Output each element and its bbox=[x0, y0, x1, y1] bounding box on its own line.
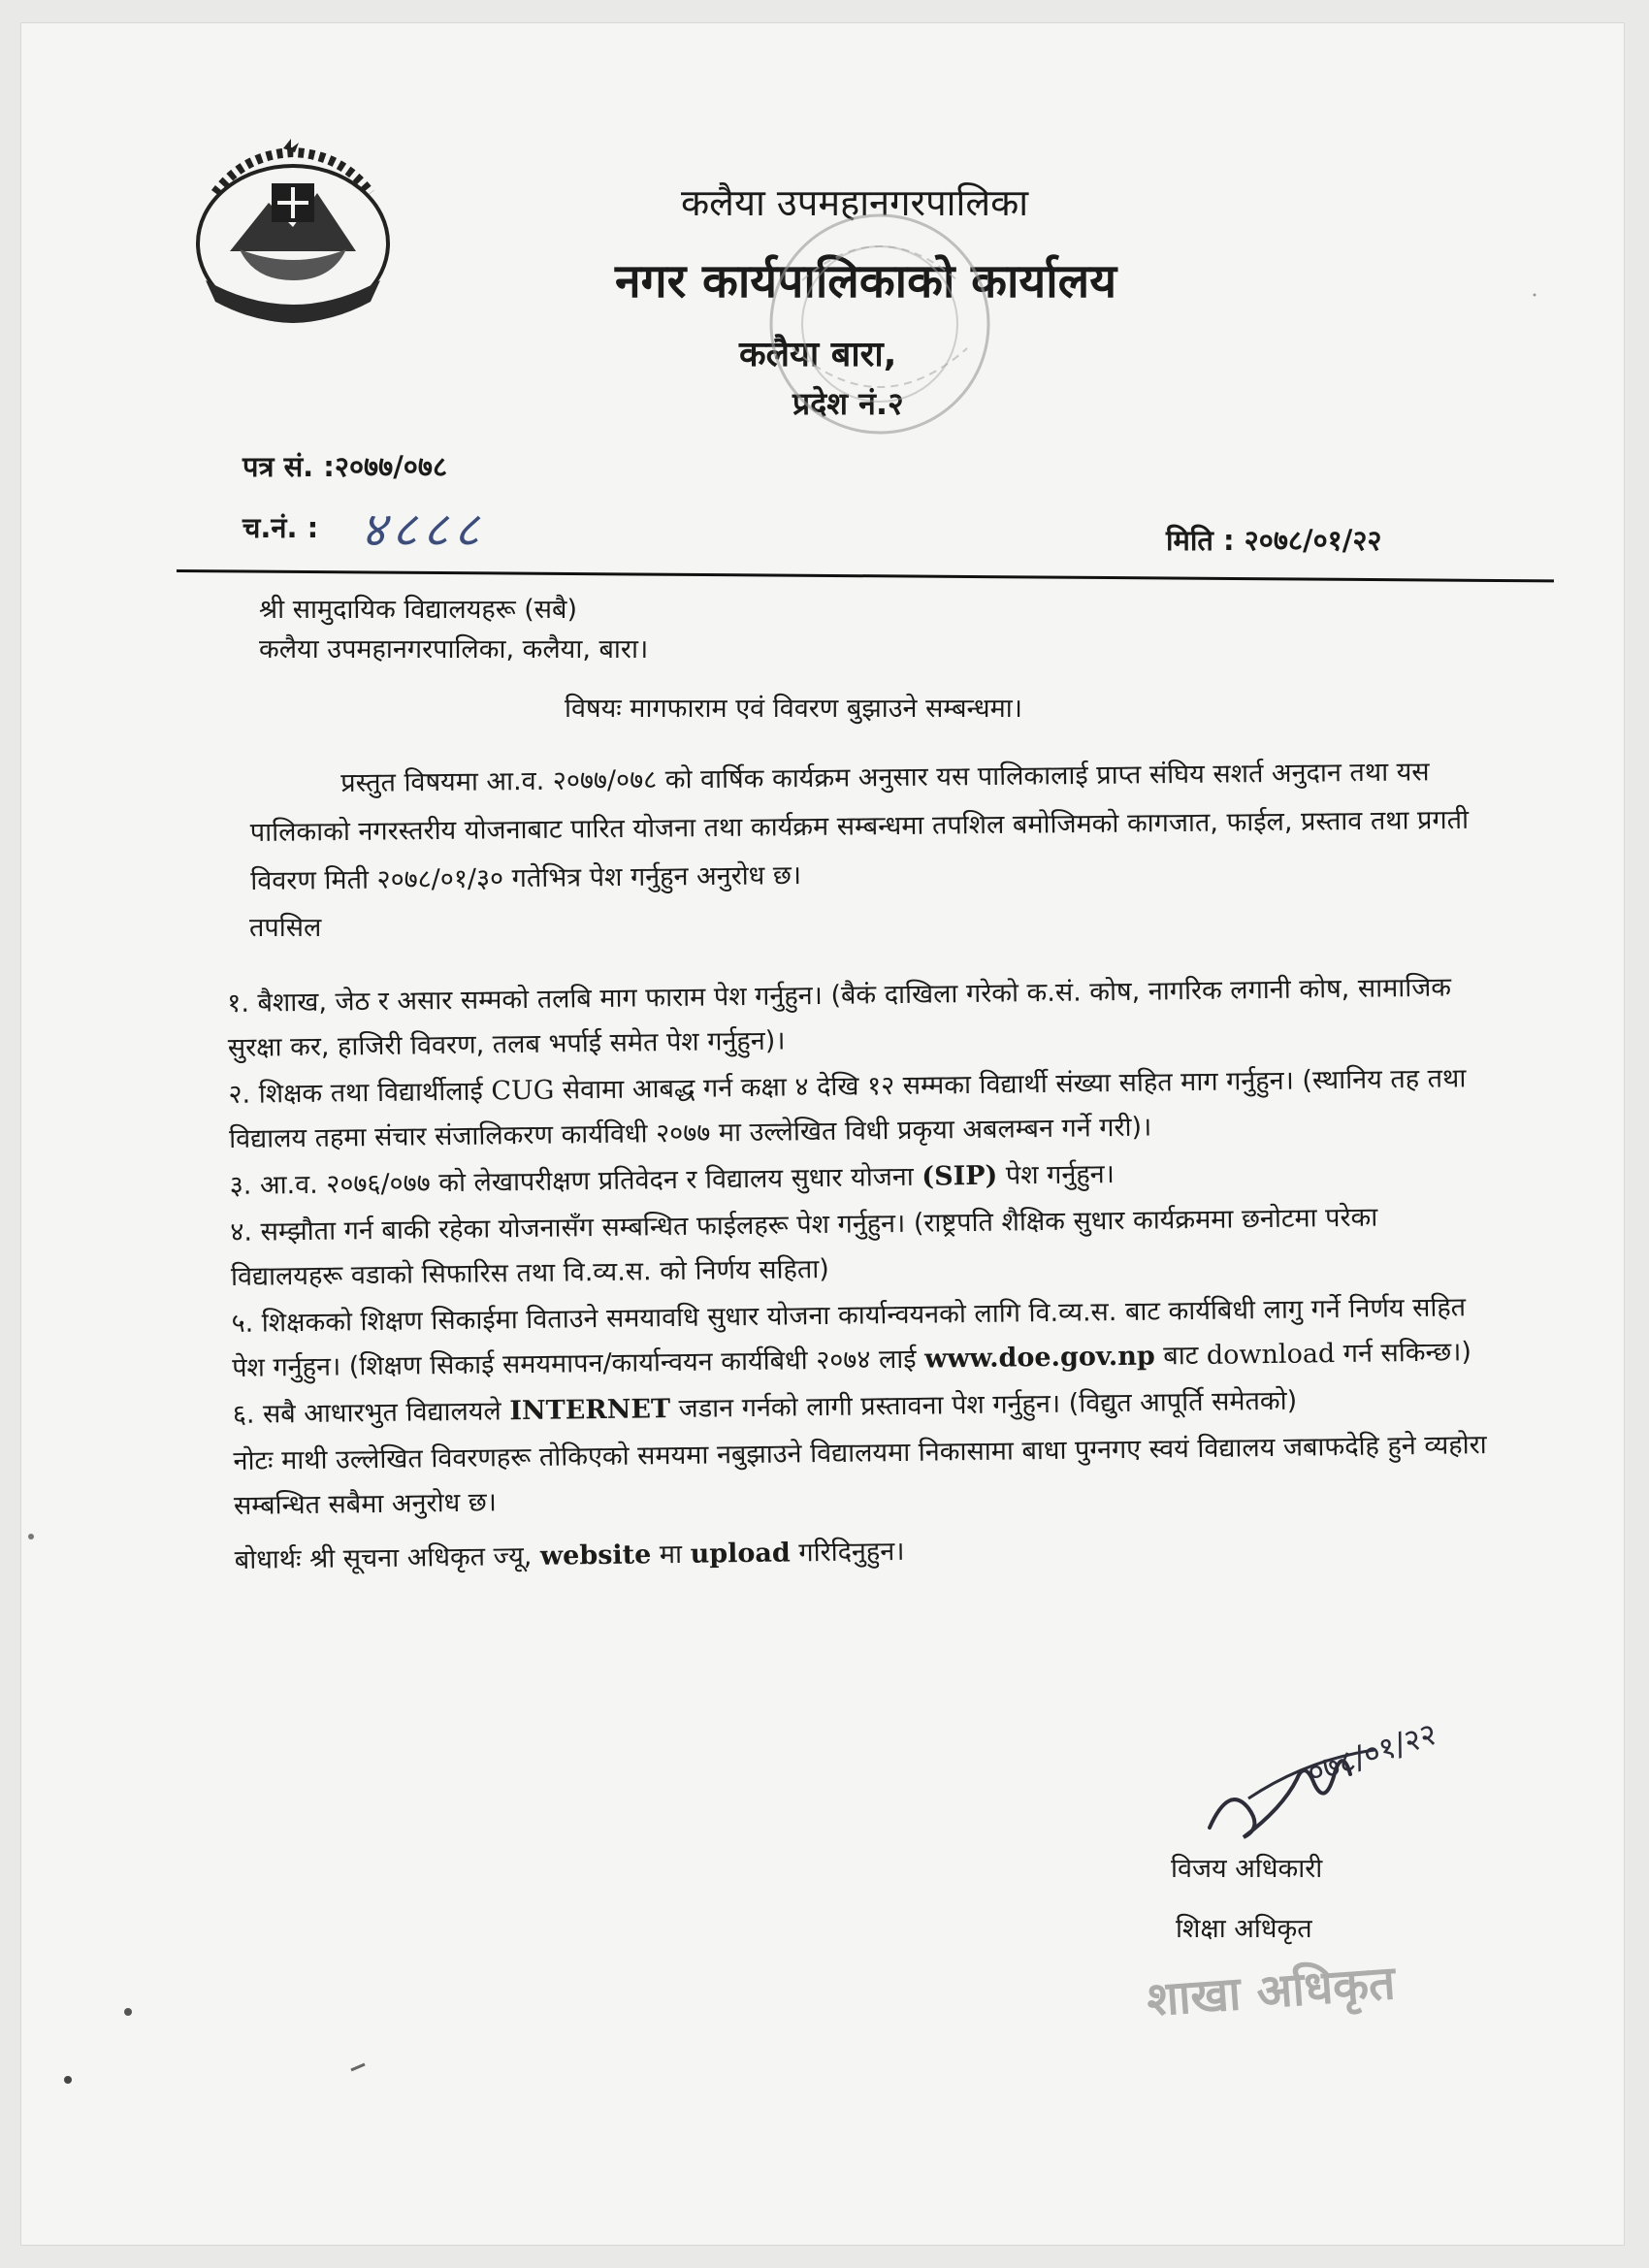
dispatch-label: च.नं. : bbox=[242, 511, 319, 544]
signatory-name: विजय अधिकारी bbox=[1171, 1854, 1323, 1884]
signatory-title: शिक्षा अधिकृत bbox=[1176, 1914, 1312, 1944]
office-name: नगर कार्यपालिकाको कार्यालय bbox=[615, 254, 1117, 308]
list-item-3: ३. आ.व. २०७६/०७७ को लेखापरीक्षण प्रतिवेदन र विद्यालय सुधार योजना (SIP) पेश गर्नुहुन। bbox=[229, 1159, 1116, 1201]
handwritten-signature bbox=[1190, 1692, 1481, 1852]
letter-number: पत्र सं. :२०७७/०७८ bbox=[242, 450, 448, 483]
office-seal-icon bbox=[744, 203, 1016, 445]
letter-date: मिति : २०७८/०१/२२ bbox=[1166, 524, 1382, 557]
list-item-2: २. शिक्षक तथा विद्यार्थीलाई CUG सेवामा आबद्ध गर्न कक्षा ४ देखि १२ सम्मका विद्यार्थी संख्या सहित माग गर्नुहुन। (स्थानिय तह तथा विद्यालय तहमा संचार संजालिकरण कार्यविधी २०७७ मा उल्लेखित विधी प्रकृया अबलम्बन गर्ने गरी)। bbox=[228, 1063, 1467, 1154]
dispatch-number-handwritten: ४८८८ bbox=[361, 502, 485, 558]
municipality-name: कलैया उपमहानगरपालिका bbox=[681, 181, 1029, 224]
recipient-line-2: कलैया उपमहानगरपालिका, कलैया, बारा। bbox=[259, 634, 649, 664]
note: नोटः माथी उल्लेखित विवरणहरू तोकिएको समयमा नबुझाउने विद्यालयमा निकासामा बाधा पुग्नगए स्वयं विद्यालय जबाफदेहि हुने व्यहोरा सम्बन्धित सबैमा अनुरोध छ। bbox=[233, 1430, 1487, 1521]
list-item-4: ४. सम्झौता गर्न बाकी रहेका योजनासँग सम्बन्धित फाईलहरू पेश गर्नुहुन। (राष्ट्रपति शैक्षिक सुधार कार्यक्रममा छनोटमा परेका विद्यालयहरू वडाको सिफारिस तथा वि.व्य.स. को निर्णय सहिता) bbox=[230, 1202, 1378, 1292]
website-link: www.doe.gov.np bbox=[923, 1341, 1155, 1375]
svg-text:०७८/०१/२२: ०७८/०१/२२ bbox=[1302, 1714, 1441, 1792]
detail-list bbox=[227, 965, 1496, 1585]
office-place: कलैया बारा, bbox=[739, 335, 897, 374]
list-item-6: ६. सबै आधारभुत विद्यालयले INTERNET जडान गर्नको लागी प्रस्तावना पेश गर्नुहुन। (विद्युत आपूर्ति समेतको) bbox=[232, 1385, 1298, 1430]
province: प्रदेश नं.२ bbox=[792, 385, 904, 422]
cc-line: बोधार्थः श्री सूचना अधिकृत ज्यू, website मा upload गरिदिनुहुन। bbox=[234, 1536, 905, 1575]
list-item-1: १. बैशाख, जेठ र असार सम्मको तलबि माग फाराम पेश गर्नुहुन। (बैकं दाखिला गरेको क.सं. कोष, नागरिक लगानी कोष, सामाजिक सुरक्षा कर, हाजिरी विवरण, तलब भर्पाई समेत पेश गर्नुहुन)। bbox=[227, 972, 1452, 1063]
tapasil-heading: तपसिल bbox=[249, 913, 322, 943]
header-divider bbox=[177, 569, 1554, 582]
recipient-line-1: श्री सामुदायिक विद्यालयहरू (सबै) bbox=[259, 595, 577, 625]
branch-officer-stamp: शाखा अधिकृत bbox=[1145, 1956, 1398, 2027]
list-item-5: ५. शिक्षकको शिक्षण सिकाईमा विताउने समयावधि सुधार योजना कार्यान्वयनको लागि वि.व्य.स. बाट कार्यबिधी लागु गर्ने निर्णय सहित पेश गर्नुहुन। (शिक्षण सिकाई समयमापन/कार्यान्वयन कार्यबिधी २०७४ लाई www.doe.gov.np बाट download गर्न सकिन्छ।) bbox=[231, 1292, 1472, 1383]
body-paragraph: प्रस्तुत विषयमा आ.व. २०७७/०७८ को वार्षिक कार्यक्रम अनुसार यस पालिकालाई प्राप्त संघिय सशर्त अनुदान तथा यस पालिकाको नगरस्तरीय योजनाबाट पारित योजना तथा कार्यक्रम सम्बन्धमा तपशिल बमोजिमको कागजात, फाईल, प्रस्ताव तथा प्रगती विवरण मिती २०७८/०१/३० गतेभित्र पेश गर्नुहुन अनुरोध छ। bbox=[249, 757, 1470, 896]
subject-line: विषयः मागफाराम एवं विवरण बुझाउने सम्बन्धमा। bbox=[565, 694, 1022, 724]
letter-page bbox=[21, 23, 1624, 2245]
nepal-emblem-icon bbox=[177, 135, 409, 334]
